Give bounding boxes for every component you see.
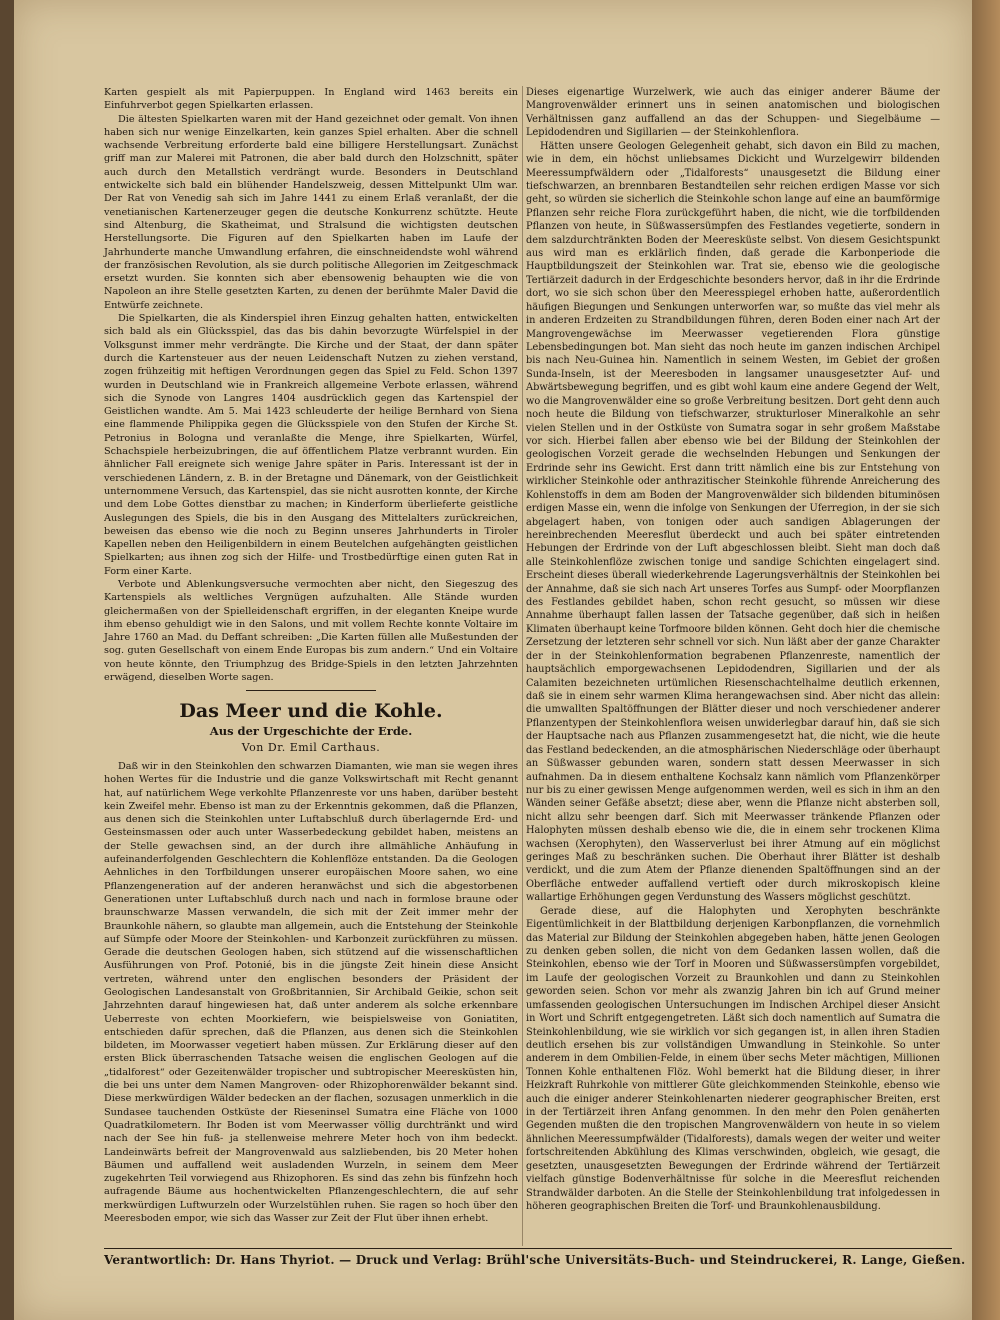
- article-author: Von Dr. Emil Carthaus.: [241, 740, 381, 754]
- article-subtitle: Aus der Urgeschichte der Erde.: [209, 724, 413, 739]
- right-column: [526, 86, 940, 1213]
- imprint-footer: Verantwortlich: Dr. Hans Thyriot. — Druck und Verlag: Brühl'sche Universitäts-Buch- und Steindruckerei, R. Lange, Gießen.: [104, 1253, 966, 1267]
- left-column: [104, 86, 518, 1225]
- article-separator-rule: [246, 690, 376, 691]
- footer-top-rule: [104, 1248, 952, 1249]
- paragraph: Verbote und Ablenkungsversuche vermochten aber nicht, den Siegeszug des Kartenspiels als weltliches Vergnügen aufzuhalten. Alle Stände wurden gleichermaßen von der Spielleidenschaft ergriffen, in der eleganten Kneipe wurde ihm ebenso gehuldigt wie in den Salons, und mit vollem Rechte konnte Voltaire im Jahre 1760 an Mad. du Deffant schreiben: „Die Karten füllen alle Mußestunden der sog. guten Gesellschaft von einem Ende Europas bis zum andern.“ Und ein Voltaire von heute könnte, den Triumphzug des Bridge-Spiels in den letzten Jahrzehnten erwägend, dieselben Worte sagen.: [104, 578, 518, 684]
- column-divider: [522, 86, 523, 1246]
- paragraph: Die Spielkarten, die als Kinderspiel ihren Einzug gehalten hatten, entwickelten sich bald als ein Glücksspiel, das das bis dahin bevorzugte Würfelspiel in der Volksgunst immer mehr verdrängte. Die Kirche und der Staat, der dann später durch die Kartensteuer aus der neuen Leidenschaft Nutzen zu ziehen verstand, zogen frühzeitig mit heftigen Verordnungen gegen das Spiel zu Feld. Schon 1397 wurden in Deutschland wie in Frankreich allgemeine Verbote erlassen, während sich die Synode von Langres 1404 ausdrücklich gegen das Kartenspiel der Geistlichen wandte. Am 5. Mai 1423 schleuderte der heilige Bernhard von Siena eine flammende Philippika gegen die Glücksspiele von den Stufen der Kirche St. Petronius in Bologna und veranlaßte die Menge, ihre Spielkarten, Würfel, Schachspiele herbeizubringen, die auf öffentlichem Platze verbrannt wurden. Ein ähnlicher Fall ereignete sich wenige Jahre später in Paris. Interessant ist der in verschiedenen Ländern, z. B. in der Bretagne und Dänemark, von der Geistlichkeit unternommene Versuch, das Kartenspiel, das sie nicht ausrotten konnte, der Kirche und dem Lobe Gottes dienstbar zu machen; in Kinderform überlieferte geistliche Auslegungen des Spiels, die bis in den Ausgang des Mittelalters zurückreichen, beweisen das ebenso wie die noch zu Beginn unseres Jahrhunderts in Tiroler Kapellen neben den Heiligenbildern in einem Beutelchen aufgehängten geistlichen Spielkarten; aus ihnen zog sich der Hilfe- und Trostbedürftige einen guten Rat in Form einer Karte.: [104, 313, 518, 577]
- paragraph: Karten gespielt als mit Papierpuppen. In England wird 1463 bereits ein Einfuhrverbot gegen Spielkarten erlassen.: [104, 87, 518, 112]
- page-edge-shadow: [972, 0, 1000, 1320]
- paragraph: Die ältesten Spielkarten waren mit der Hand gezeichnet oder gemalt. Von ihnen haben sich nur wenige Einzelkarten, kein ganzes Spiel erhalten. Aber die schnell wachsende Verbreitung erforderte bald eine billigere Herstellungsart. Zunächst griff man zur Malerei mit Patronen, die aber bald durch den Holzschnitt, später auch durch den Metallstich verdrängt wurde. Besonders in Deutschland entwickelte sich bald ein blühender Handelszweig, dessen Mittelpunkt Ulm war. Der Rat von Venedig sah sich im Jahre 1441 zu einem Erlaß veranlaßt, der die venetianischen Kartenerzeuger gegen die deutsche Konkurrenz schützte. Heute sind Altenburg, die Skatheimat, und Stralsund die wichtigsten deutschen Herstellungsorte. Die Figuren auf den Spielkarten haben im Laufe der Jahrhunderte manche Umwandlung erfahren, die einschneidendste wohl während der französischen Revolution, als sie durch politische Allegorien im Zeitgeschmack ersetzt wurden. Sie konnten sich aber ebensowenig behaupten wie die von Napoleon an ihre Stelle gesetzten Karten, zu denen der berühmte Maler David die Entwürfe zeichnete.: [104, 113, 518, 311]
- article-title: Das Meer und die Kohle.: [179, 700, 443, 723]
- paragraph: Daß wir in den Steinkohlen den schwarzen Diamanten, wie man sie wegen ihres hohen Wertes für die Industrie und die ganze Volkswirtschaft mit Recht genannt hat, auf natürlichem Wege verkohlte Pflanzenreste vor uns haben, darüber besteht kein Zweifel mehr. Ebenso ist man zu der Erkenntnis gekommen, daß die Pflanzen, aus denen sich die Steinkohlen unter Luftabschluß durch überlagernde Erd- und Gesteinsmassen oder auch unter Wasserbedeckung gebildet haben, meistens an der Stelle gewachsen sind, an der durch ihre allmähliche Anhäufung in aufeinanderfolgenden Geschlechtern die Kohlenflöze entstanden. Da die Geologen Aehnliches in den Torfbildungen unserer europäischen Moore sahen, wo eine Pflanzengeneration auf der anderen heranwächst und sich die abgestorbenen Generationen unter Luftabschluß durch nach und nach in formlose braune oder braunschwarze Massen verwandeln, die sich mit der Zeit immer mehr der Braunkohle nähern, so glaubte man allgemein, auch die Entstehung der Steinkohle auf Sümpfe oder Moore der Steinkohlen- und Karbonzeit zurückführen zu müssen. Gerade die deutschen Geologen haben, sich stützend auf die wissenschaftlichen Ausführungen von Prof. Potonié, bis in die jüngste Zeit hinein diese Ansicht vertreten, während unter den englischen besonders der Präsident der Geologischen Landesanstalt von Großbritannien, Sir Archibald Geikie, schon seit Jahrzehnten darauf hingewiesen hat, daß unter anderem als solche erkennbare Ueberreste von echten Moorkiefern, wie beispielsweise von Goniatiten, entschieden dafür sprechen, daß die Pflanzen, aus denen sich die Steinkohlen bildeten, im Moorwasser vegetiert haben müssen. Zur Erklärung dieser auf den ersten Blick überraschenden Tatsache weisen die englischen Geologen auf die „tidalforest“ oder Gezeitenwälder tropischer und subtropischer Meeresküsten hin, die bei uns unter dem Namen Mangroven- oder Rhizophorenwälder bekannt sind. Diese merkwürdigen Wälder bedecken an der flachen, sozusagen unmerklich in die Sundasee tauchenden Ostküste der Rieseninsel Sumatra eine Fläche von 1000 Quadratkilometern. Ihr Boden ist vom Meerwasser völlig durchtränkt und wird nach der See hin fuß- ja stellenweise mehrere Meter hoch von ihm bedeckt. Landeinwärts befreit der Mangrovenwald aus salzliebenden, bis 20 Meter hohen Bäumen und auffallend weit ausladenden Wurzeln, in seinem dem Meer zugekehrten Teil vorwiegend aus Rhizophoren. Es sind das zehn bis fünfzehn hoch aufragende Bäume aus hochentwickelten Pflanzengeschlechtern, die auf sehr merkwürdigen Luftwurzeln oder Wurzelstühlen ruhen. Sie ragen so hoch über den Meeresboden empor, wie sich das Wasser zur Zeit der Flut über ihnen erhebt.: [104, 760, 518, 1225]
- paragraph: Dieses eigenartige Wurzelwerk, wie auch das einiger anderer Bäume der Mangrovenwälder erinnert uns in seinen anatomischen und biologischen Verhältnissen ganz auffallend an das der Schuppen- und Siegelbäume — Lepidodendren und Sigillarien — der Steinkohlenflora.: [526, 87, 940, 139]
- paragraph: Hätten unsere Geologen Gelegenheit gehabt, sich davon ein Bild zu machen, wie in dem, ein höchst unliebsames Dickicht und Wurzelgewirr bildenden Meeressumpfwäldern oder „Tidalforests“ unausgesetzt die Bildung einer tiefschwarzen, an brennbaren Bestandteilen sehr reichen erdigen Masse vor sich geht, so würden sie sicherlich die Steinkohle schon lange auf eine an baumförmige Pflanzen sehr reiche Flora zurückgeführt haben, die nicht, wie die torfbildenden Pflanzen von heute, in Süßwassersümpfen des Festlandes vegetierte, sondern in dem salzdurchtränkten Boden der Meeresküste selbst. Von diesem Gesichtspunkt aus wird man es erklärlich finden, daß gerade die Karbonperiode die Hauptbildungszeit der Steinkohlen war. Trat sie, ebenso wie die geologische Tertiärzeit dadurch in der Erdgeschichte besonders hervor, daß in ihr die Erdrinde dort, wo sie sich schon über den Meeresspiegel erhoben hatte, außerordentlich häufigen Biegungen und Senkungen unterworfen war, so mußte das viel mehr als in anderen Erdzeiten zu Strandbildungen führen, deren Boden einer nach Art der Mangrovengewächse im Meerwasser vegetierenden Flora günstige Lebensbedingungen bot. Man sieht das noch heute im ganzen indischen Archipel bis nach Neu-Guinea hin. Namentlich in seinem Westen, im Gebiet der großen Sunda-Inseln, ist der Meeresboden in langsamer unausgesetzter Auf- und Abwärtsbewegung begriffen, und es gibt wohl kaum eine andere Gegend der Welt, wo die Mangrovenwälder eine so große Verbreitung besitzen. Dort geht denn auch noch heute die Bildung von tiefschwarzer, strukturloser Mineralkohle an sehr vielen Stellen und in der Ostküste von Sumatra sogar in sehr großem Maßstabe vor sich. Hierbei fallen aber ebenso wie bei der Bildung der Steinkohlen der geologischen Vorzeit gerade die wechselnden Hebungen und Senkungen der Erdrinde sehr ins Gewicht. Erst dann tritt nämlich eine bis zur Entstehung von wirklicher Steinkohle oder anthrazitischer Steinkohle führende Anreicherung des Kohlenstoffs in dem am Boden der Mangrovenwälder sich bildenden bituminösen erdigen Masse ein, wenn die infolge von Senkungen der Uferregion, in der sie sich abgelagert haben, von tonigen oder auch sandigen Ablagerungen der hereinbrechenden Meeresflut überdeckt und auch bei später eintretenden Hebungen der Erdrinde von der Luft abgeschlossen bleibt. Sieht man doch daß alle Steinkohlenflöze zwischen tonige und sandige Schichten eingelagert sind. Erscheint dieses überall wiederkehrende Lagerungsverhältnis der Steinkohlen bei der Annahme, daß sie sich nach Art unseres Torfes aus Sumpf- oder Moorpflanzen des Festlandes gebildet haben, schon recht gesucht, so müssen wir diese Annahme überhaupt fallen lassen der Tatsache gegenüber, daß sich in heißen Klimaten überhaupt keine Torfmoore bilden können. Geht doch hier die chemische Zersetzung der letzteren sehr schnell vor sich. Nun läßt aber der ganze Charakter der in der Steinkohlenformation begrabenen Pflanzenreste, namentlich der hauptsächlich emporgewachsenen Lepidodendren, Sigillarien und der als Calamiten bezeichneten urtümlichen Riesenschachtelhalme deutlich erkennen, daß sie in einem sehr warmen Klima herangewachsen sind. Aber nicht das allein: die umwallten Spaltöffnungen der Blätter dieser und noch verschiedener anderer Pflanzentypen der Steinkohlenflora weisen unwiderlegbar darauf hin, daß sie sich der Hauptsache nach aus Pflanzen zusammengesetzt hat, die nicht, wie die heute das Festland bedeckenden, an die atmosphärischen Niederschläge oder überhaupt an Süßwasser gebunden waren, sondern statt dessen Meerwasser in sich aufnahmen. Da in diesem enthaltene Kochsalz kann nämlich vom Pflanzenkörper nur bis zu einer gewissen Menge aufgenommen werden, weil es sich in ihm an den Wänden seiner Gefäße absetzt; diese aber, wenn die Pflanze nicht absterben soll, nicht allzu sehr beengen darf. Sich mit Meerwasser tränkende Pflanzen oder Halophyten müssen deshalb ebenso wie die, die in einem sehr trockenen Klima wachsen (Xerophyten), den Wasserverlust bei ihrer Atmung auf ein möglichst geringes Maß zu beschränken suchen. Die Oberhaut ihrer Blätter ist deshalb verdickt, und die zum Atem der Pflanze dienenden Spaltöffnungen sind an der Oberfläche entweder auffallend vertieft oder durch mikroskopisch kleine wallartige Erhöhungen gegen Verdunstung des Wassers möglichst geschützt.: [526, 140, 940, 904]
- paragraph: Gerade diese, auf die Halophyten und Xerophyten beschränkte Eigentümlichkeit in der Blattbildung derjenigen Karbonpflanzen, die vornehmlich das Material zur Bildung der Steinkohlen abgegeben haben, hätte jenen Geologen zu denken geben sollen, die nicht von dem Gedanken lassen wollen, daß die Steinkohlen, ebenso wie der Torf in Mooren und Süßwassersümpfen vorgebildet, im Laufe der geologischen Vorzeit zu Braunkohlen und dann zu Steinkohlen geworden seien. Schon vor mehr als zwanzig Jahren bin ich auf Grund meiner umfassenden geologischen Untersuchungen im Indischen Archipel dieser Ansicht in Wort und Schrift entgegengetreten. Läßt sich doch namentlich auf Sumatra die Steinkohlenbildung, wie sie wirklich vor sich gegangen ist, in allen ihren Stadien deutlich ersehen bis zur vollständigen Umwandlung in Steinkohle. So unter anderem in dem Ombilien-Felde, in einem über sechs Meter mächtigen, Millionen Tonnen Kohle enthaltenen Flöz. Wohl bemerkt hat die Bildung dieser, in ihrer Heizkraft Ruhrkohle von mittlerer Güte gleichkommenden Steinkohle, ebenso wie auch die einiger anderer Steinkohlenarten niederer geographischer Breiten, erst in der Tertiärzeit ihren Anfang genommen. In den mehr den Polen genäherten Gegenden mußten die den tropischen Mangrovenwäldern von heute in so vielem ähnlichen Meeressumpfwälder (Tidalforests), damals wegen der weiter und weiter fortschreitenden Abkühlung des Klimas verschwinden, obgleich, wie gesagt, die gesetzten, unausgesetzten Bewegungen der Erdrinde während der Tertiärzeit vielfach günstige Bodenverhältnisse für solche in die Meeresflut reichenden Strandwälder darboten. An die Stelle der Steinkohlenbildung trat infolgedessen in höheren geographischen Breiten die Torf- und Braunkohlenausbildung.: [526, 905, 940, 1213]
